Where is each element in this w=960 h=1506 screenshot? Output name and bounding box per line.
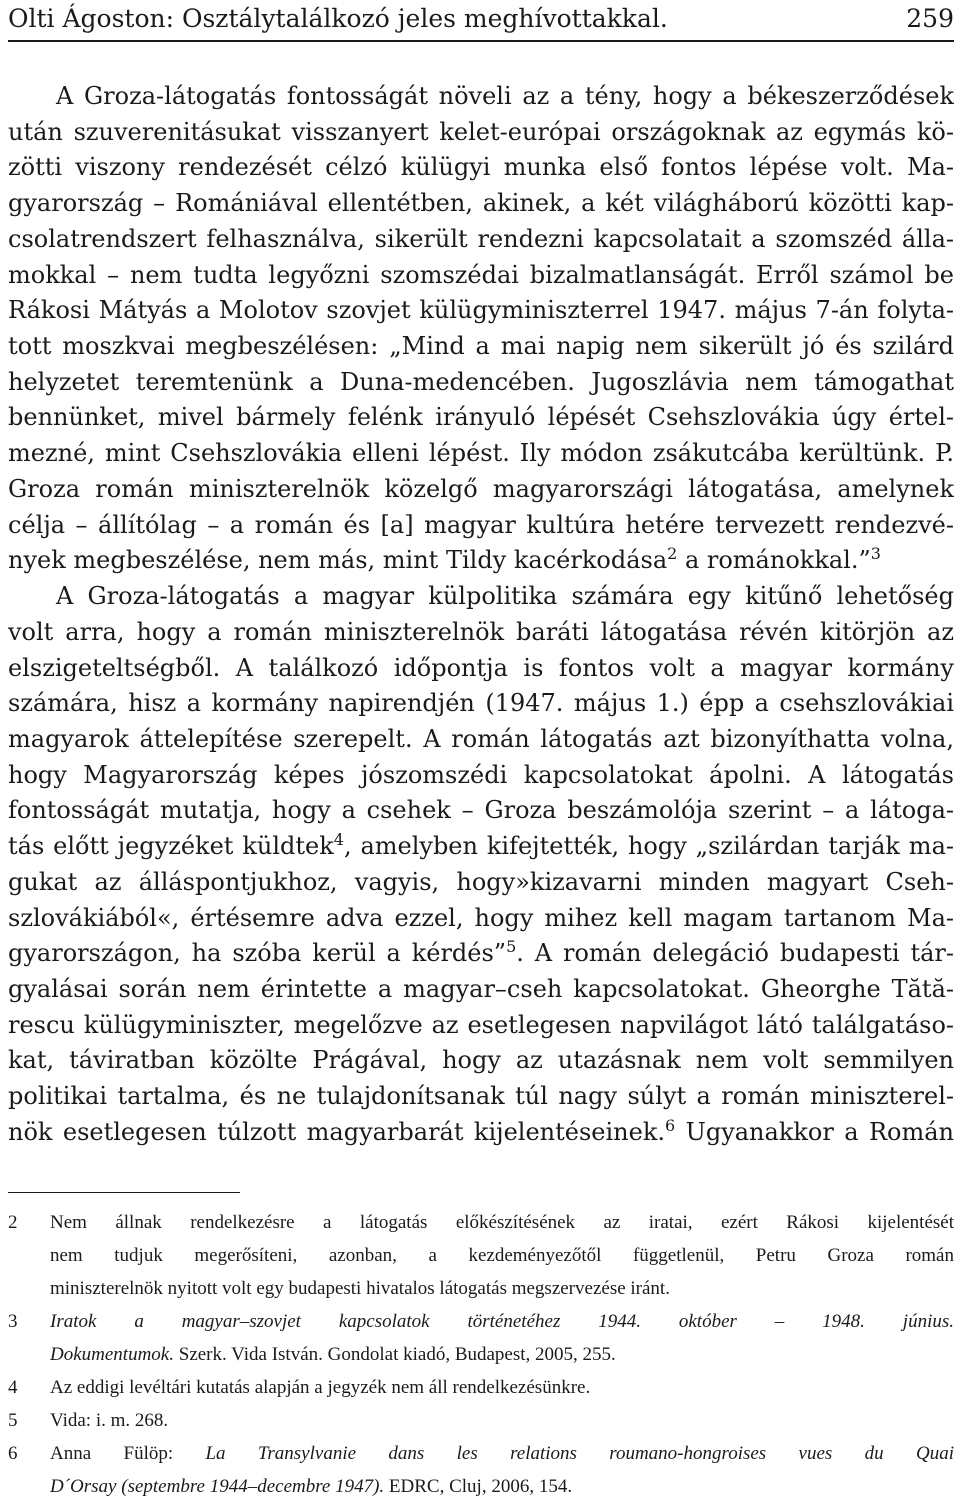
line-text: nök esetlegesen túlzott magyarbarát kijelentéseinek.: [8, 1117, 665, 1146]
footnote-ref-6[interactable]: 6: [665, 1115, 676, 1135]
footnote-ref-4[interactable]: 4: [333, 830, 344, 850]
header-rule: [8, 40, 954, 42]
footnote-3: [8, 1305, 954, 1371]
footnotes: [8, 1206, 954, 1503]
paragraph-line: mokkal – nem tudta legyőzni szomszédai bizalmatlanságát. Erről számol be: [8, 260, 954, 289]
footnote-line: [50, 1437, 954, 1470]
footnote-2: [8, 1206, 954, 1305]
footnote-5: [8, 1404, 954, 1437]
paragraph-line: volt arra, hogy a román miniszterelnök baráti látogatása révén kitörjön az: [8, 617, 954, 646]
paragraph-line: [8, 1115, 954, 1151]
paragraph-line: politikai tartalma, és ne tulajdonítsanak túl nagy súlyt a román miniszterel-: [8, 1082, 954, 1111]
footnote-line: Nem állnak rendelkezésre a látogatás előkészítésének az iratai, ezért Rákosi kijelentését: [50, 1212, 954, 1233]
paragraph-line: után szuverenitásukat visszanyert kelet-európai országoknak az egymás kö-: [8, 117, 954, 146]
line-text: nyek megbeszélése, nem más, mint Tildy kacérkodása: [8, 546, 668, 575]
footnote-rule: [8, 1192, 240, 1193]
footnote-4: [8, 1371, 954, 1404]
paragraph-line: magyarok áttelepítése szerepelt. A román látogatás azt bizonyíthatta volna,: [8, 724, 954, 753]
paragraph-line: rescu külügyminiszter, megelőzve az esetlegesen napvilágot látó találgatáso-: [8, 1010, 954, 1039]
paragraph-line: szlovákiából«, értésemre adva ezzel, hogy mihez kell magam tartanom Ma-: [8, 903, 954, 932]
paragraph-line: [8, 829, 954, 865]
citation-title: D´Orsay (septembre 1944–decembre 1947).: [50, 1476, 385, 1497]
footnote-line: Iratok a magyar–szovjet kapcsolatok történetéhez 1944. október – 1948. június.: [50, 1311, 954, 1332]
footnote-ref-2[interactable]: 2: [667, 544, 678, 564]
line-text: a románokkal.”: [677, 546, 871, 575]
paragraph-line: kat, táviratban közölte Prágával, hogy az utazásnak nem volt semmilyen: [8, 1046, 954, 1075]
footnote-number: 2: [8, 1212, 18, 1233]
line-text: . A román delegáció budapesti tár-: [516, 939, 954, 968]
running-header-title: Olti Ágoston: Osztálytalálkozó jeles meghívottakkal.: [8, 4, 668, 33]
paragraph-line: csolatrendszert felhasználva, sikerült rendezni kapcsolatait a szomszéd álla-: [8, 224, 954, 253]
footnote-line: [50, 1338, 954, 1371]
paragraph-line: [8, 936, 954, 972]
paragraph-line: A Groza-látogatás a magyar külpolitika számára egy kitűnő lehetőség: [56, 582, 954, 611]
paragraph-line: mezné, mint Csehszlovákia elleni lépést. Ily módon zsákutcába kerültünk. P.: [8, 439, 954, 468]
footnote-ref-3[interactable]: 3: [870, 544, 881, 564]
page-number: 259: [906, 4, 954, 33]
footnote-number: 4: [8, 1377, 18, 1398]
paragraph-line: fontosságát mutatja, hogy a csehek – Groza beszámolója szerint – a látoga-: [8, 796, 954, 825]
line-text: gyarországon, ha szóba kerül a kérdés”: [8, 939, 507, 968]
citation-title: Dokumentumok.: [50, 1344, 174, 1365]
footnote-6: [8, 1437, 954, 1503]
paragraph-line: hogy Magyarország képes jószomszédi kapcsolatokat ápolni. A látogatás: [8, 760, 954, 789]
footnote-number: 5: [8, 1410, 18, 1431]
paragraph-line: bennünket, mivel bármely felénk irányuló lépését Csehszlovákia úgy értel-: [8, 403, 954, 432]
line-text: Ugyanakkor a Román: [675, 1117, 954, 1146]
footnote-line: [50, 1470, 954, 1503]
citation-title: La Transylvanie dans les relations roumano-hongroises vues du Quai: [205, 1443, 954, 1464]
body-text: [8, 79, 954, 1151]
footnote-line: Az eddigi levéltári kutatás alapján a jegyzék nem áll rendelkezésünkre.: [50, 1377, 591, 1398]
citation-rest: Szerk. Vida István. Gondolat kiadó, Budapest, 2005, 255.: [174, 1344, 616, 1365]
footnote-ref-5[interactable]: 5: [506, 937, 517, 957]
citation-author: Anna Fülöp:: [50, 1443, 206, 1464]
paragraph-line: Groza román miniszterelnök közelgő magyarországi látogatása, amelynek: [8, 474, 954, 503]
paragraph-line: gyalásai során nem érintette a magyar–cseh kapcsolatokat. Gheorghe Tătă-: [8, 974, 954, 1003]
paragraph-line: [8, 543, 954, 579]
paragraph-line: elszigeteltségből. A találkozó időpontja is fontos volt a magyar kormány: [8, 653, 954, 682]
paragraph-line: tott moszkvai megbeszélésen: „Mind a mai napig nem sikerült jó és szilárd: [8, 332, 954, 361]
footnote-number: 6: [8, 1443, 18, 1464]
paragraph-line: helyzetet teremtenünk a Duna-medencében. Jugoszlávia nem támogathat: [8, 367, 954, 396]
line-text: tás előtt jegyzéket küldtek: [8, 832, 334, 861]
footnote-line: miniszterelnök nyitott volt egy budapesti hivatalos látogatás megszervezése iránt.: [50, 1278, 670, 1299]
running-header: [8, 4, 954, 38]
paragraph-line: zötti viszony rendezését célzó külügyi munka első fontos lépése volt. Ma-: [8, 153, 954, 182]
paragraph-line: gukat az álláspontjukhoz, vagyis, hogy»kizavarni minden magyart Cseh-: [8, 867, 954, 896]
line-text: , amelyben kifejtették, hogy „szilárdan tarják ma-: [343, 832, 954, 861]
paragraph-line: számára, hisz a kormány napirendjén (1947. május 1.) épp a csehszlovákiai: [8, 689, 954, 718]
citation-rest: EDRC, Cluj, 2006, 154.: [384, 1476, 573, 1497]
paragraph-line: gyarország – Romániával ellentétben, akinek, a két világháború közötti kap-: [8, 189, 954, 218]
paragraph-line: célja – állítólag – a román és [a] magyar kultúra hetére tervezett rendezvé-: [8, 510, 954, 539]
footnote-line: nem tudjuk megerősíteni, azonban, a kezdeményezőtől függetlenül, Petru Groza román: [50, 1245, 954, 1266]
paragraph-line: A Groza-látogatás fontosságát növeli az a tény, hogy a békeszerződések: [56, 82, 954, 110]
footnote-number: 3: [8, 1311, 18, 1332]
paragraph-line: Rákosi Mátyás a Molotov szovjet külügyminiszterrel 1947. május 7-án folyta-: [8, 296, 954, 325]
footnote-line: Vida: i. m. 268.: [50, 1410, 169, 1431]
